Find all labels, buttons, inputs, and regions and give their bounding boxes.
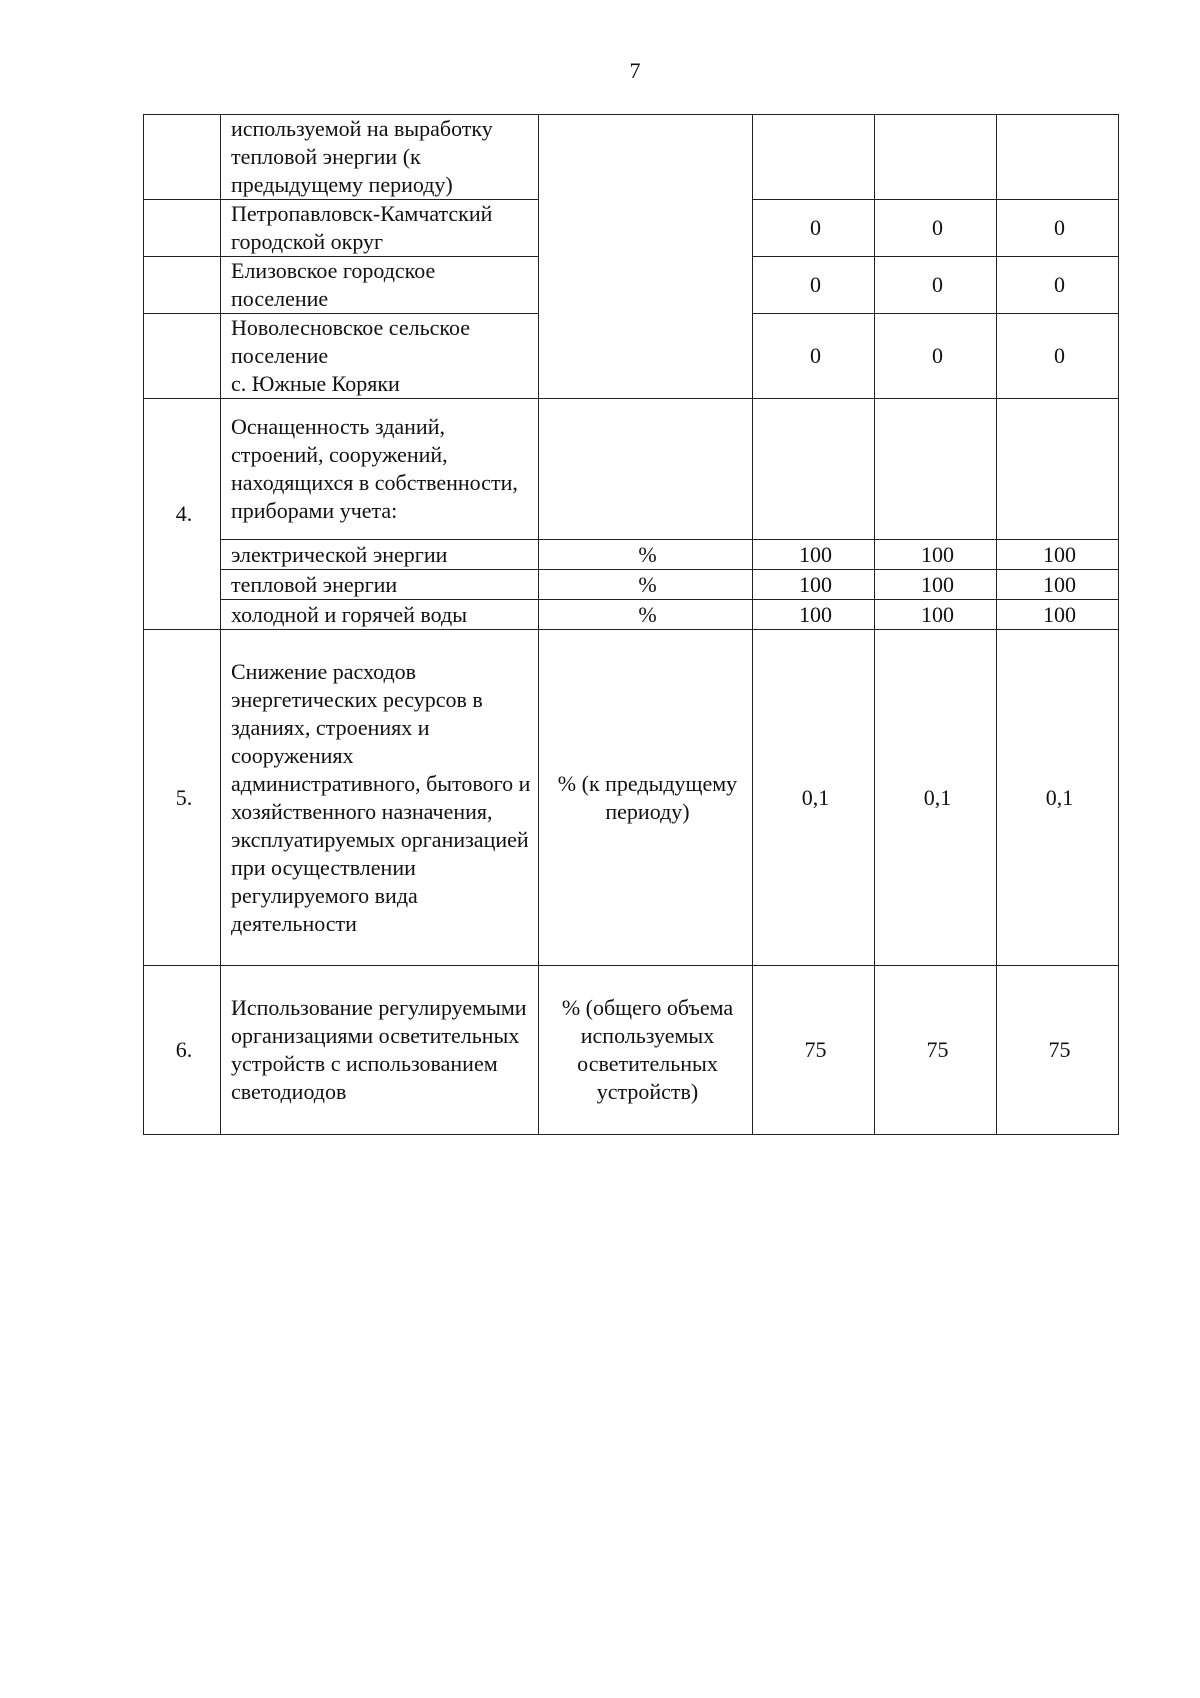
indicator-name: Елизовское городское поселение — [221, 257, 539, 314]
indicator-name — [221, 314, 539, 399]
indicator-name: Оснащенность зданий, строений, сооружений, находящихся в собственности, приборами учета: — [221, 399, 539, 540]
indicator-name-line: Новолесновское сельское поселение — [231, 315, 470, 368]
unit-cell: % — [539, 600, 753, 630]
value-year-3: 0,1 — [997, 630, 1119, 966]
row-number: 6. — [144, 966, 221, 1135]
table-row — [144, 630, 1119, 966]
row-number — [144, 257, 221, 314]
value-year-3: 100 — [997, 570, 1119, 600]
value-year-1: 100 — [753, 570, 875, 600]
value-year-3: 100 — [997, 600, 1119, 630]
value-year-2: 100 — [875, 540, 997, 570]
row-number — [144, 314, 221, 399]
value-year-1: 0 — [753, 200, 875, 257]
value-year-3: 0 — [997, 314, 1119, 399]
row-number — [144, 200, 221, 257]
page-number: 7 — [629, 58, 641, 83]
indicator-name: тепловой энергии — [221, 570, 539, 600]
value-year-2: 100 — [875, 570, 997, 600]
indicator-name: электрической энергии — [221, 540, 539, 570]
indicator-name-line: с. Южные Коряки — [231, 371, 400, 396]
value-year-3: 75 — [997, 966, 1119, 1135]
unit-cell: % — [539, 570, 753, 600]
value-year-1: 75 — [753, 966, 875, 1135]
indicators-table — [143, 114, 1119, 1135]
value-year-1: 100 — [753, 600, 875, 630]
table-row — [144, 115, 1119, 200]
unit-cell — [539, 115, 753, 399]
value-year-3: 0 — [997, 200, 1119, 257]
value-year-1: 0 — [753, 314, 875, 399]
indicator-name: используемой на выработку тепловой энергии (к предыдущему периоду) — [221, 115, 539, 200]
value-year-3: 0 — [997, 257, 1119, 314]
indicator-name: Использование регулируемыми организациями осветительных устройств с использованием светодиодов — [221, 966, 539, 1135]
value-year-3 — [997, 115, 1119, 200]
value-year-2: 100 — [875, 600, 997, 630]
value-year-1 — [753, 399, 875, 540]
table-row — [144, 399, 1119, 540]
value-year-2: 0 — [875, 314, 997, 399]
value-year-2: 75 — [875, 966, 997, 1135]
indicator-name: Петропавловск-Камчатский городской округ — [221, 200, 539, 257]
unit-cell: % (общего объема используемых осветительных устройств) — [539, 966, 753, 1135]
value-year-2 — [875, 115, 997, 200]
value-year-2: 0 — [875, 257, 997, 314]
value-year-3 — [997, 399, 1119, 540]
value-year-2: 0 — [875, 200, 997, 257]
value-year-1: 100 — [753, 540, 875, 570]
table-row — [144, 966, 1119, 1135]
table-row — [144, 600, 1119, 630]
unit-cell: % — [539, 540, 753, 570]
value-year-2: 0,1 — [875, 630, 997, 966]
value-year-1 — [753, 115, 875, 200]
value-year-2 — [875, 399, 997, 540]
indicator-name: холодной и горячей воды — [221, 600, 539, 630]
row-number: 5. — [144, 630, 221, 966]
table-row — [144, 540, 1119, 570]
row-number — [144, 115, 221, 200]
value-year-1: 0 — [753, 257, 875, 314]
indicator-name: Снижение расходов энергетических ресурсов в зданиях, строениях и сооружениях административного, бытового и хозяйственного назначения, эксплуатируемых организацией при осуществлении регулируемого вида деятельности — [221, 630, 539, 966]
unit-cell — [539, 399, 753, 540]
unit-cell: % (к предыдущему периоду) — [539, 630, 753, 966]
value-year-1: 0,1 — [753, 630, 875, 966]
table-row — [144, 570, 1119, 600]
value-year-3: 100 — [997, 540, 1119, 570]
row-number: 4. — [144, 399, 221, 630]
